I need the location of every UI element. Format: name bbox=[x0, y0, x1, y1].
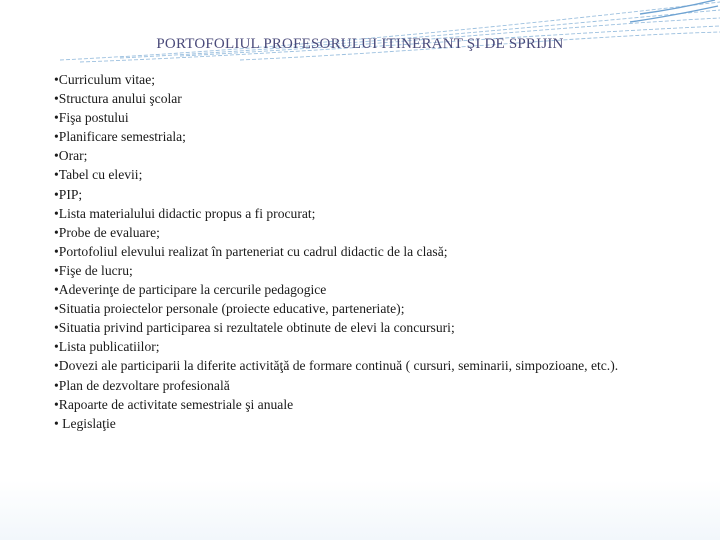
list-item bbox=[54, 414, 694, 433]
list-item-text: Structura anului şcolar bbox=[58, 91, 182, 107]
list-item-text: Situatia privind participarea si rezultatele obtinute de elevi la concursuri; bbox=[58, 320, 455, 336]
bullet-mark: • bbox=[54, 339, 59, 355]
list-item-text: Situatia proiectelor personale (proiecte educative, parteneriate); bbox=[58, 301, 405, 317]
bullet-mark: • bbox=[54, 91, 59, 107]
list-item bbox=[54, 204, 694, 223]
bullet-mark: • bbox=[54, 358, 59, 374]
list-item-text: Adeverinţe de participare la cercurile pedagogice bbox=[58, 282, 327, 298]
list-item bbox=[54, 318, 694, 337]
list-item-text: Lista publicatiilor; bbox=[58, 339, 160, 355]
list-item bbox=[54, 146, 694, 165]
bullet-mark: • bbox=[54, 282, 59, 298]
list-item bbox=[54, 280, 694, 299]
bullet-mark: • bbox=[54, 243, 59, 259]
list-item-text: Portofoliul elevului realizat în parteneriat cu cadrul didactic de la clasă; bbox=[58, 243, 448, 259]
list-item bbox=[54, 261, 694, 280]
list-item bbox=[54, 165, 694, 184]
list-item bbox=[54, 185, 694, 204]
bullet-mark: • bbox=[54, 167, 59, 183]
list-item-text: Lista materialului didactic propus a fi procurat; bbox=[58, 205, 316, 221]
list-item bbox=[54, 223, 694, 242]
bullet-mark: • bbox=[54, 110, 59, 126]
list-item-text: Probe de evaluare; bbox=[58, 224, 160, 240]
page-title: PORTOFOLIUL PROFESORULUI ITINERANT ŞI DE SPRIJIN bbox=[156, 36, 564, 52]
list-item-text: Tabel cu elevii; bbox=[58, 167, 143, 183]
list-item bbox=[54, 356, 694, 375]
bullet-mark: • bbox=[54, 205, 59, 221]
list-item-text: PIP; bbox=[58, 186, 83, 202]
bullet-mark: • bbox=[54, 224, 59, 240]
bullet-mark: • bbox=[54, 415, 59, 431]
bullet-mark: • bbox=[54, 148, 59, 164]
list-item bbox=[54, 108, 694, 127]
bullet-mark: • bbox=[54, 72, 59, 87]
list-item-text: Rapoarte de activitate semestriale şi anuale bbox=[58, 396, 294, 412]
bullet-mark: • bbox=[54, 301, 59, 317]
list-item-text: Dovezi ale participarii la diferite activităţă de formare continuă ( cursuri, seminarii, simpozioane, etc.). bbox=[58, 358, 619, 374]
list-item-text: Fişa postului bbox=[58, 110, 129, 126]
bottom-gradient-band bbox=[0, 480, 720, 540]
list-item-text: Planificare semestriala; bbox=[58, 129, 186, 145]
bullet-mark: • bbox=[54, 129, 59, 145]
list-item bbox=[54, 242, 694, 261]
list-item bbox=[54, 376, 694, 395]
list-item bbox=[54, 395, 694, 414]
bullet-mark: • bbox=[54, 262, 59, 278]
list-item bbox=[54, 337, 694, 356]
bullet-mark: • bbox=[54, 320, 59, 336]
list-item-text: Plan de dezvoltare profesională bbox=[58, 377, 230, 393]
list-item bbox=[54, 89, 694, 108]
bullet-list bbox=[54, 70, 694, 433]
bullet-mark: • bbox=[54, 186, 59, 202]
list-item-text: Orar; bbox=[58, 148, 88, 164]
list-item bbox=[54, 127, 694, 146]
list-item-text: Legislaţie bbox=[58, 415, 116, 431]
bullet-mark: • bbox=[54, 396, 59, 412]
bullet-mark: • bbox=[54, 377, 59, 393]
list-item bbox=[54, 70, 694, 89]
list-item-text: Curriculum vitae; bbox=[58, 72, 156, 87]
list-item bbox=[54, 299, 694, 318]
list-item-text: Fişe de lucru; bbox=[58, 262, 133, 278]
